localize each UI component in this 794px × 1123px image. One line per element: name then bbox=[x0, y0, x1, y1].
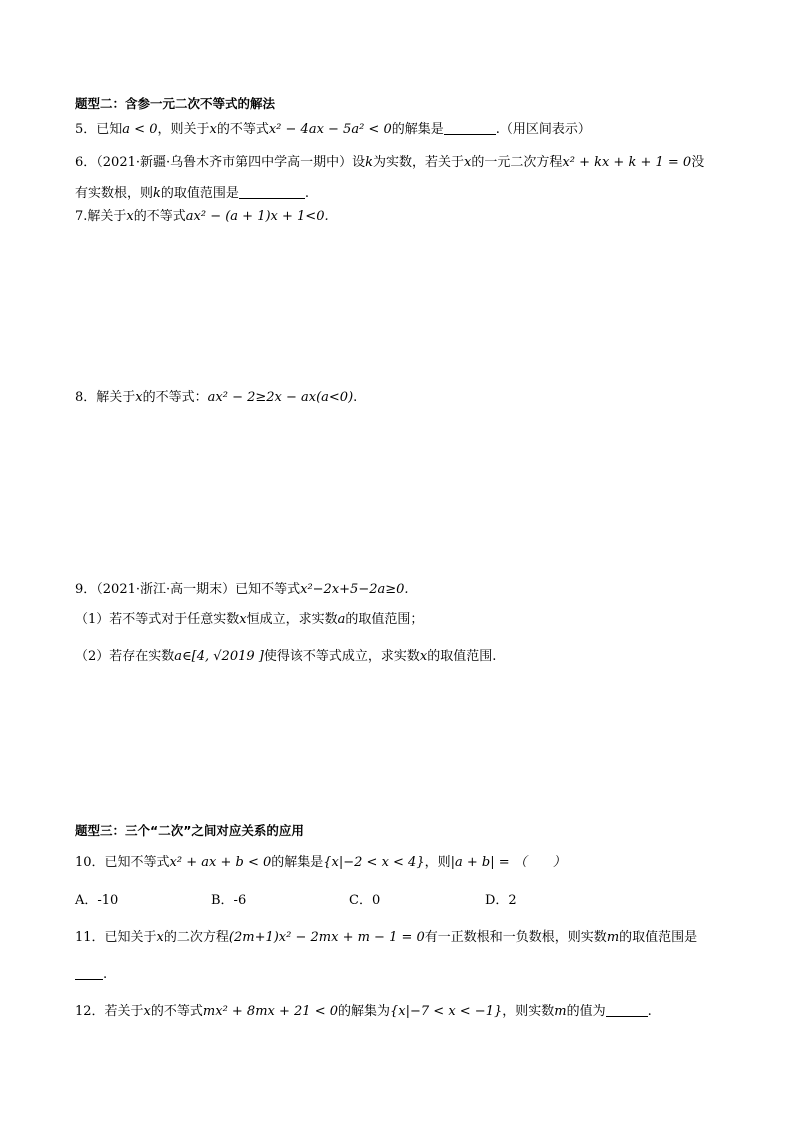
q5-answer-blank bbox=[444, 121, 496, 135]
q12-answer-blank bbox=[606, 1003, 648, 1017]
q10-choice-c: C．0 bbox=[349, 893, 381, 908]
q12-set: {x|−7 < x < −1} bbox=[390, 1004, 503, 1019]
q8-inequality: ax² − 2≥2x − ax(a<0) bbox=[207, 390, 354, 405]
question-9: 9．（2021·浙江·高一期末）已知不等式x²−2x+5−2a≥0. bbox=[75, 582, 409, 597]
question-6: 6．（2021·新疆·乌鲁木齐市第四中学高一期中）设k为实数，若关于x的一元二次方程x² + kx + k + 1 = 0没 bbox=[75, 155, 705, 170]
question-7: 7.解关于x的不等式ax² − (a + 1)x + 1<0. bbox=[75, 209, 329, 224]
q10-set: {x|−2 < x < 4} bbox=[323, 855, 425, 870]
q9-set: a∈[4, √2019 ] bbox=[174, 649, 264, 664]
question-12: 12．若关于x的不等式mx² + 8mx + 21 < 0的解集为{x|−7 < x < −1}，则实数m的值为 . bbox=[75, 1004, 652, 1019]
q5-inequality: x² − 4ax − 5a² < 0 bbox=[268, 122, 392, 137]
q6-answer-blank bbox=[239, 185, 305, 199]
q11-equation: (2m+1)x² − 2mx + m − 1 = 0 bbox=[228, 930, 425, 945]
question-9-part1: （1）若不等式对于任意实数x恒成立，求实数a的取值范围； bbox=[75, 612, 424, 627]
question-11: 11．已知关于x的二次方程(2m+1)x² − 2mx + m − 1 = 0有一正数根和一负数根，则实数m的取值范围是 bbox=[75, 930, 698, 945]
q5-condition: a < 0 bbox=[122, 122, 158, 137]
question-10: 10．已知不等式x² + ax + b < 0的解集是{x|−2 < x < 4}，则|a + b| = （ ） bbox=[75, 855, 566, 870]
question-8: 8．解关于x的不等式：ax² − 2≥2x − ax(a<0). bbox=[75, 390, 358, 405]
q12-inequality: mx² + 8mx + 21 < 0 bbox=[202, 1004, 338, 1019]
question-9-part2: （2）若存在实数a∈[4, √2019 ]使得该不等式成立，求实数x的取值范围. bbox=[75, 649, 497, 664]
q10-choice-d: D．2 bbox=[485, 893, 517, 908]
q7-inequality: ax² − (a + 1)x + 1<0. bbox=[185, 209, 329, 224]
q10-choice-b: B．-6 bbox=[211, 893, 247, 908]
q6-equation: x² + kx + k + 1 = 0 bbox=[562, 155, 692, 170]
question-11-cont: . bbox=[75, 966, 107, 984]
q9-inequality: x²−2x+5−2a≥0. bbox=[300, 582, 409, 597]
section3-heading: 题型三：三个“二次”之间对应关系的应用 bbox=[75, 823, 304, 838]
question-5: 5．已知a < 0，则关于x的不等式x² − 4ax − 5a² < 0的解集是 .（用区间表示） bbox=[75, 122, 591, 137]
section2-heading: 题型二：含参一元二次不等式的解法 bbox=[75, 96, 276, 111]
q10-inequality: x² + ax + b < 0 bbox=[169, 855, 272, 870]
q11-answer-blank bbox=[75, 966, 103, 980]
question-6-cont: 有实数根，则k的取值范围是 . bbox=[75, 186, 310, 201]
q10-choice-a: A．-10 bbox=[75, 893, 119, 908]
